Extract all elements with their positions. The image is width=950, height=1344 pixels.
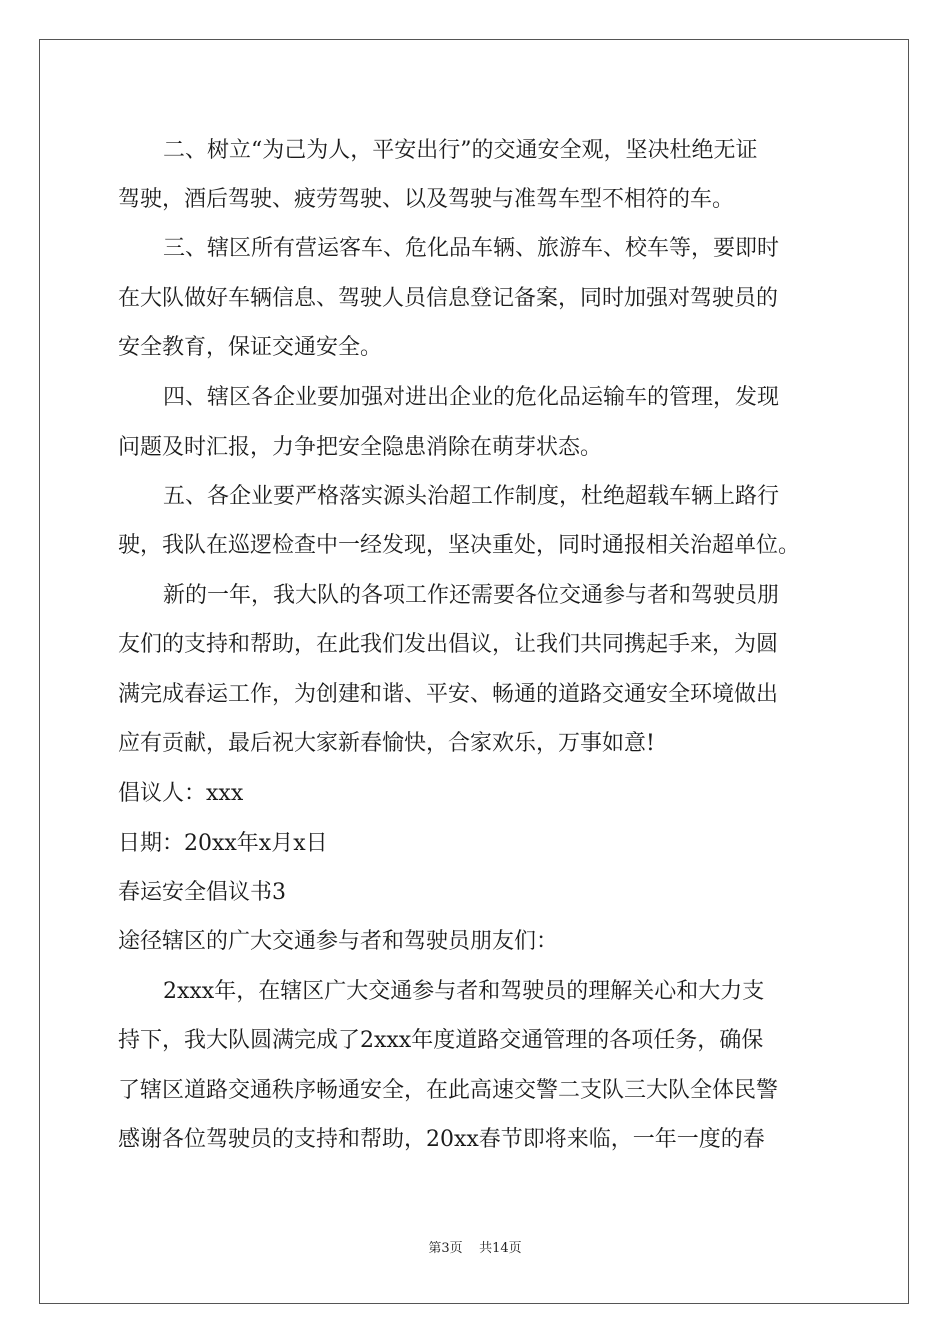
salutation-line: 途径辖区的广大交通参与者和驾驶员朋友们：	[118, 929, 559, 954]
section-title: 春运安全倡议书3	[118, 880, 286, 905]
paragraph-line: 了辖区道路交通秩序畅通安全，在此高速交警二支队三大队全体民警	[118, 1078, 779, 1103]
paragraph-line: 问题及时汇报，力争把安全隐患消除在萌芽状态。	[118, 435, 603, 460]
paragraph-line: 2xxx年，在辖区广大交通参与者和驾驶员的理解关心和大力支	[163, 979, 765, 1004]
paragraph-line: 安全教育，保证交通安全。	[118, 335, 383, 360]
paragraph-line: 应有贡献，最后祝大家新春愉快，合家欢乐，万事如意!	[118, 731, 655, 756]
page-footer	[0, 1240, 950, 1258]
date-line: 日期：20xx年x月x日	[118, 831, 328, 856]
page-total: 共14页	[479, 1241, 522, 1256]
page-border	[39, 39, 909, 1304]
paragraph-line: 友们的支持和帮助，在此我们发出倡议，让我们共同携起手来，为圆	[118, 632, 779, 657]
paragraph-line: 满完成春运工作，为创建和谐、平安、畅通的道路交通安全环境做出	[118, 682, 779, 707]
paragraph-line: 五、各企业要严格落实源头治超工作制度，杜绝超载车辆上路行	[163, 484, 780, 509]
paragraph-line: 感谢各位驾驶员的支持和帮助，20xx春节即将来临，一年一度的春	[118, 1127, 765, 1152]
paragraph-line: 在大队做好车辆信息、驾驶人员信息登记备案，同时加强对驾驶员的	[118, 286, 779, 311]
paragraph-line: 驶，我队在巡逻检查中一经发现，坚决重处，同时通报相关治超单位。	[118, 533, 801, 558]
proposer-line: 倡议人：xxx	[118, 781, 244, 806]
paragraph-line: 三、辖区所有营运客车、危化品车辆、旅游车、校车等，要即时	[163, 236, 780, 261]
page-number: 第3页	[428, 1241, 463, 1256]
paragraph-line: 新的一年，我大队的各项工作还需要各位交通参与者和驾驶员朋	[163, 583, 780, 608]
paragraph-line: 持下，我大队圆满完成了2xxx年度道路交通管理的各项任务，确保	[118, 1028, 764, 1053]
paragraph-line: 四、辖区各企业要加强对进出企业的危化品运输车的管理，发现	[163, 385, 780, 410]
paragraph-line: 驾驶，酒后驾驶、疲劳驾驶、以及驾驶与准驾车型不相符的车。	[118, 187, 735, 212]
paragraph-line: 二、树立“为己为人，平安出行”的交通安全观，坚决杜绝无证	[163, 138, 758, 163]
